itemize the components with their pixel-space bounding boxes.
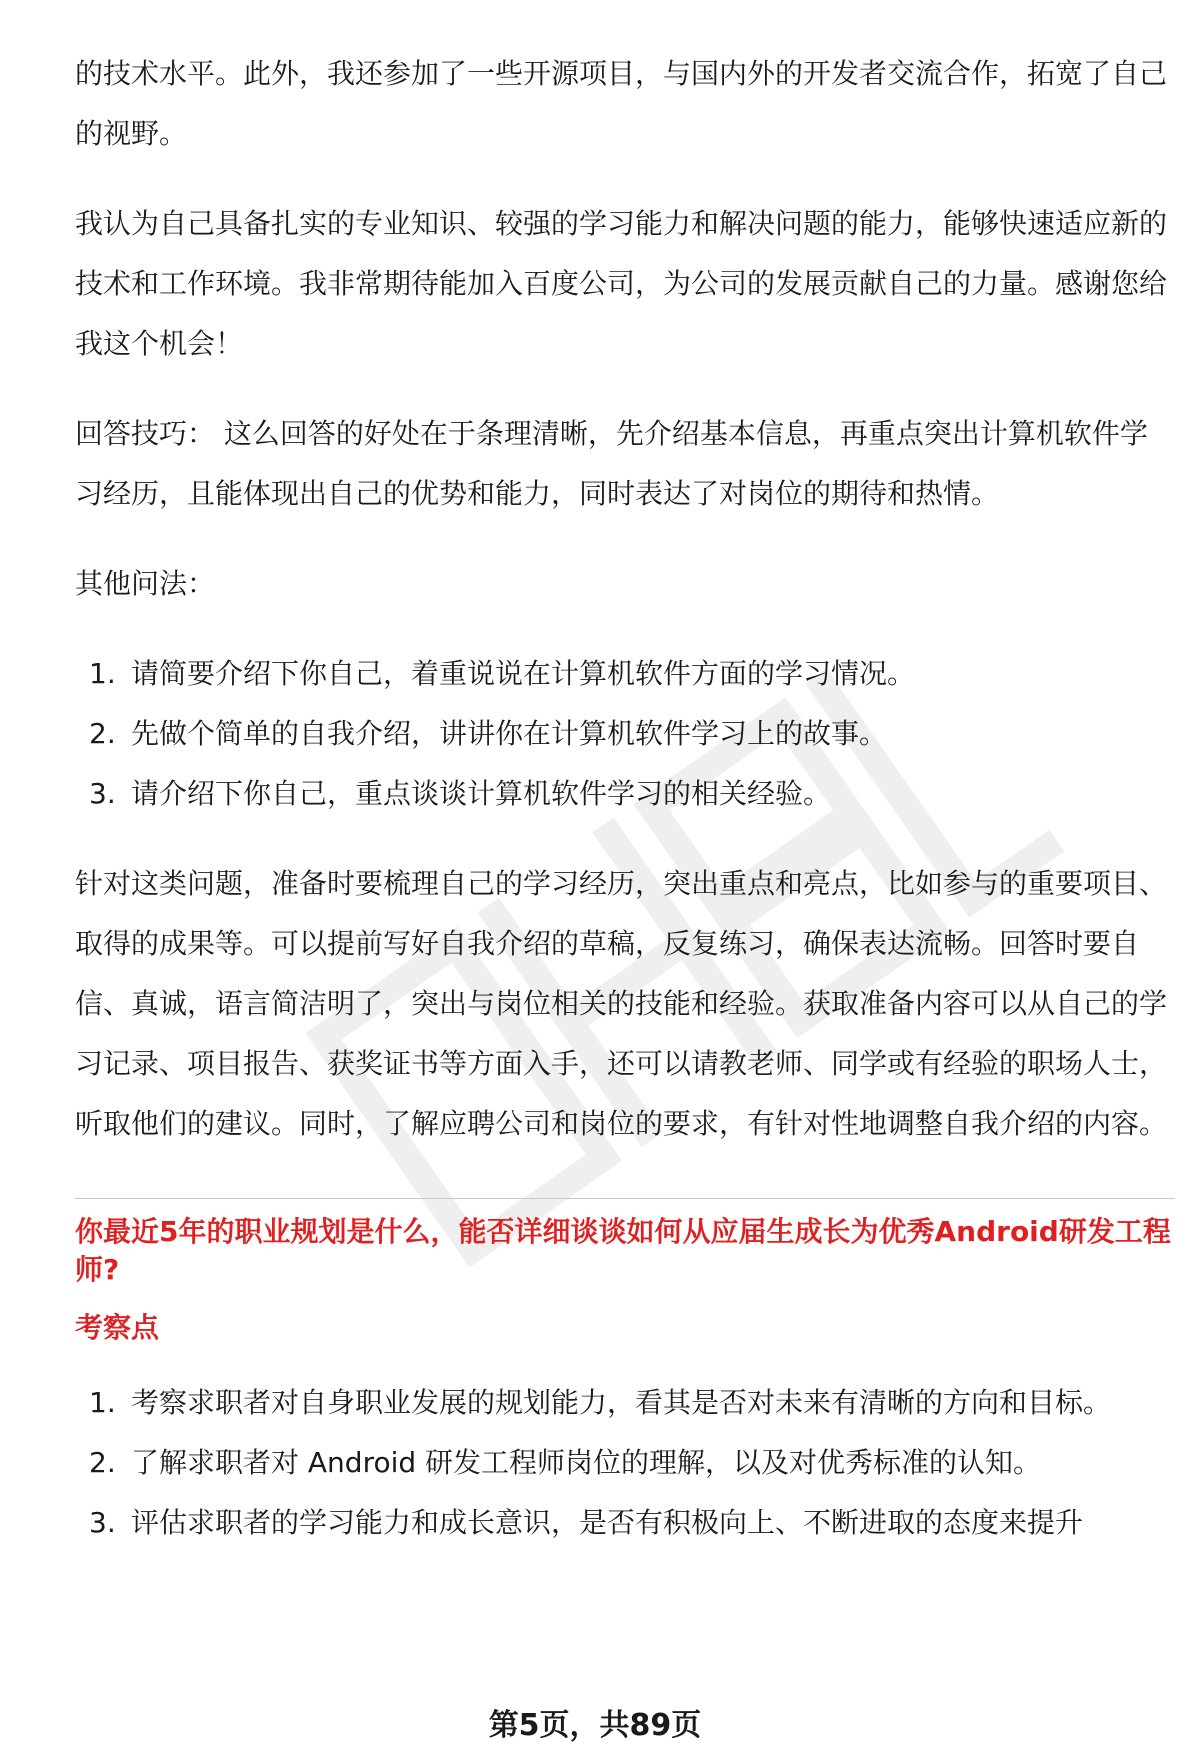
list-item-number: 1.: [89, 657, 116, 690]
section-divider: [75, 1198, 1175, 1199]
paragraph-self-assessment: 我认为自己具备扎实的专业知识、较强的学习能力和解决问题的能力，能够快速适应新的技术和工作环境。我非常期待能加入百度公司，为公司的发展贡献自己的力量。感谢您给我这个机会！: [75, 207, 1168, 360]
paragraph-preparation-advice: 针对这类问题，准备时要梳理自己的学习经历，突出重点和亮点，比如参与的重要项目、取得的成果等。可以提前写好自我介绍的草稿，反复练习，确保表达流畅。回答时要自信、真诚，语言简洁明了，突出与岗位相关的技能和经验。获取准备内容可以从自己的学习记录、项目报告、获奖证书等方面入手，还可以请教老师、同学或有经验的职场人士，听取他们的建议。同时，了解应聘公司和岗位的要求，有针对性地调整自我介绍的内容。: [75, 867, 1168, 1140]
list-item-text: 请介绍下你自己，重点谈谈计算机软件学习的相关经验。: [131, 777, 832, 810]
list-item-text: 请简要介绍下你自己，着重说说在计算机软件方面的学习情况。: [131, 657, 916, 690]
list-item-text: 了解求职者对 Android 研发工程师岗位的理解，以及对优秀标准的认知。: [131, 1446, 1042, 1479]
page-number-footer: 第5页，共89页: [488, 1708, 702, 1743]
list-item-number: 3.: [89, 1506, 116, 1539]
list-item: [75, 1493, 1175, 1553]
paragraph-intro-end: 的技术水平。此外，我还参加了一些开源项目，与国内外的开发者交流合作，拓宽了自己的视野。: [75, 57, 1168, 150]
list-item: [75, 1373, 1175, 1433]
list-item: [75, 764, 1175, 824]
list-item-text: 先做个简单的自我介绍，讲讲你在计算机软件学习上的故事。: [131, 717, 888, 750]
section-label-exam-points: 考察点: [75, 1311, 160, 1344]
other-questions-heading: 其他问法：: [75, 567, 216, 600]
question-title: 你最近5年的职业规划是什么，能否详细谈谈如何从应届生成长为优秀Android研发工程师?: [75, 1215, 1171, 1286]
list-item-text: 考察求职者对自身职业发展的规划能力，看其是否对未来有清晰的方向和目标。: [131, 1386, 1112, 1419]
list-item: [75, 644, 1175, 704]
paragraph-answer-tip: 回答技巧： 这么回答的好处在于条理清晰，先介绍基本信息，再重点突出计算机软件学习经历，且能体现出自己的优势和能力，同时表达了对岗位的期待和热情。: [75, 417, 1148, 510]
list-item-number: 2.: [89, 1446, 116, 1479]
other-questions-list: [75, 644, 1175, 824]
list-item: [75, 1433, 1175, 1493]
list-item-number: 1.: [89, 1386, 116, 1419]
document-body: [75, 44, 1175, 1553]
list-item-number: 2.: [89, 717, 116, 750]
exam-points-list: [75, 1373, 1175, 1553]
list-item-number: 3.: [89, 777, 116, 810]
list-item-text: 评估求职者的学习能力和成长意识，是否有积极向上、不断进取的态度来提升: [131, 1506, 1084, 1539]
list-item: [75, 704, 1175, 764]
